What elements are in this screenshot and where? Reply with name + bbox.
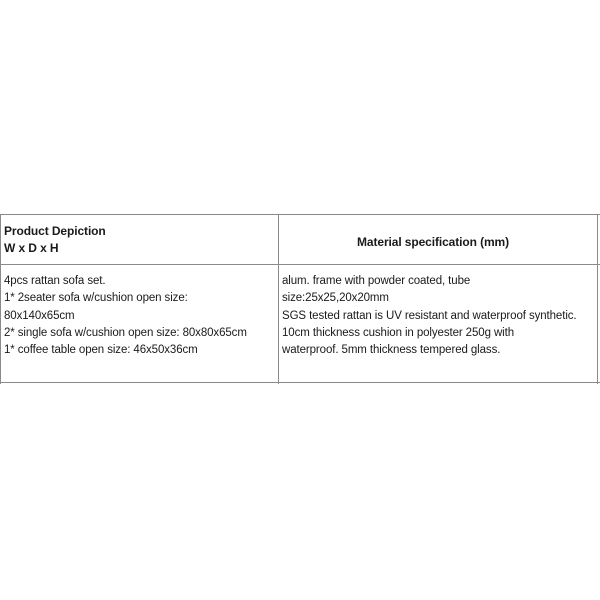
header-material-specification: Material specification (mm): [357, 235, 510, 249]
product-line: 1* 2seater sofa w/cushion open size:: [4, 292, 188, 305]
specification-table: [0, 214, 600, 384]
table-border-top: [0, 214, 600, 215]
product-line: 2* single sofa w/cushion open size: 80x80x65cm: [4, 326, 247, 339]
header-product-depiction: [4, 223, 106, 257]
table-border-right: [597, 214, 598, 384]
material-specification-cell: [282, 273, 577, 359]
header-dimensions-label: W x D x H: [4, 241, 59, 255]
table-header-divider: [0, 264, 600, 265]
table-column-divider: [278, 214, 279, 384]
product-line: 4pcs rattan sofa set.: [4, 275, 106, 287]
product-line: 1* coffee table open size: 46x50x36cm: [4, 344, 198, 357]
header-product-depiction-title: Product Depiction: [4, 224, 106, 238]
material-line: SGS tested rattan is UV resistant and waterproof synthetic.: [282, 309, 577, 322]
product-description-cell: [4, 273, 247, 359]
material-line: waterproof. 5mm thickness tempered glass.: [282, 344, 501, 357]
material-line: alum. frame with powder coated, tube: [282, 275, 471, 287]
table-border-left: [0, 214, 1, 384]
table-border-bottom: [0, 382, 600, 383]
product-line: 80x140x65cm: [4, 309, 75, 322]
material-line: size:25x25,20x20mm: [282, 292, 389, 305]
material-line: 10cm thickness cushion in polyester 250g with: [282, 326, 515, 339]
